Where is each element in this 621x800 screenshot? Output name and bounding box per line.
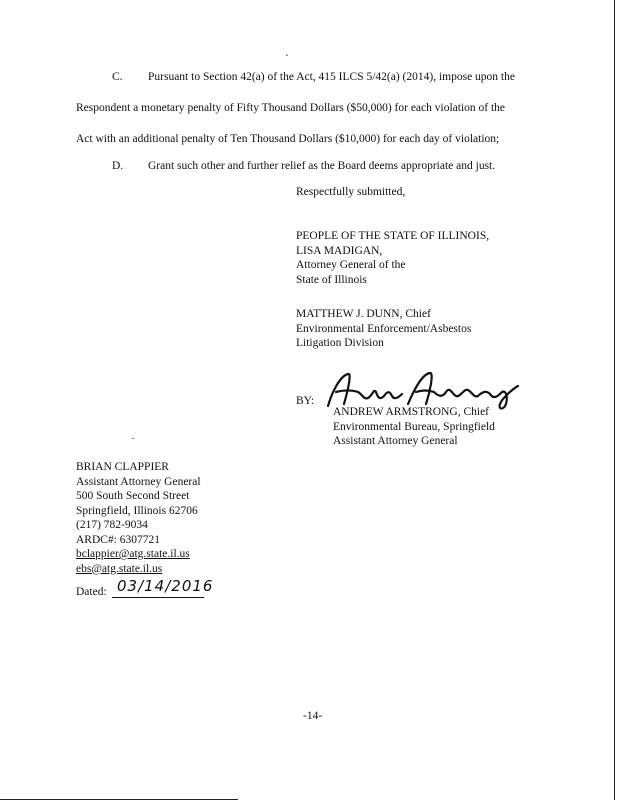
item-c-line2: Respondent a monetary penalty of Fifty Thousand Dollars ($50,000) for each violation of the: [76, 102, 506, 114]
contact-street: 500 South Second Street: [76, 490, 190, 502]
division-line-3: Litigation Division: [296, 337, 384, 349]
stray-dot: ·: [131, 433, 135, 445]
signer-line-2: Environmental Bureau, Springfield: [333, 420, 495, 433]
contact-block: [76, 460, 201, 576]
by-label: BY:: [296, 395, 315, 407]
signer-block: [333, 405, 495, 449]
people-line-2: LISA MADIGAN,: [296, 244, 383, 257]
contact-email-1[interactable]: bclappier@atg.state.il.us: [76, 548, 190, 560]
stray-mark: ·: [285, 50, 289, 62]
people-block: [296, 229, 489, 287]
division-line-1: MATTHEW J. DUNN, Chief: [296, 308, 431, 320]
dated-underline: [112, 597, 204, 598]
item-c-line1: Pursuant to Section 42(a) of the Act, 415 ILCS 5/42(a) (2014), impose upon the: [148, 71, 515, 83]
people-line-3: Attorney General of the: [296, 259, 406, 271]
contact-name: BRIAN CLAPPIER: [76, 461, 169, 473]
contact-city: Springfield, Illinois 62706: [76, 504, 198, 517]
dated-value: 03/14/2016: [117, 577, 214, 595]
contact-email-2[interactable]: ebs@atg.state.il.us: [76, 562, 163, 575]
division-line-2: Environmental Enforcement/Asbestos: [296, 322, 472, 335]
people-line-4: State of Illinois: [296, 273, 367, 286]
signer-line-3: Assistant Attorney General: [333, 435, 458, 447]
page-number: -14-: [303, 710, 323, 722]
item-d-letter: D.: [112, 160, 124, 172]
item-d-line1: Grant such other and further relief as the Board deems appropriate and just.: [148, 160, 496, 172]
closing: Respectfully submitted,: [296, 186, 406, 198]
division-block: [296, 307, 471, 351]
item-c-line3: Act with an additional penalty of Ten Thousand Dollars ($10,000) for each day of violation;: [76, 133, 500, 145]
page-edge-right: [614, 0, 615, 800]
people-line-1: PEOPLE OF THE STATE OF ILLINOIS,: [296, 230, 490, 242]
signer-line-1: ANDREW ARMSTRONG, Chief: [333, 406, 490, 418]
contact-title: Assistant Attorney General: [76, 475, 201, 488]
dated-label: Dated:: [76, 586, 107, 598]
contact-phone: (217) 782-9034: [76, 519, 148, 531]
contact-ardc: ARDC#: 6307721: [76, 533, 161, 546]
item-c-letter: C.: [112, 71, 123, 83]
